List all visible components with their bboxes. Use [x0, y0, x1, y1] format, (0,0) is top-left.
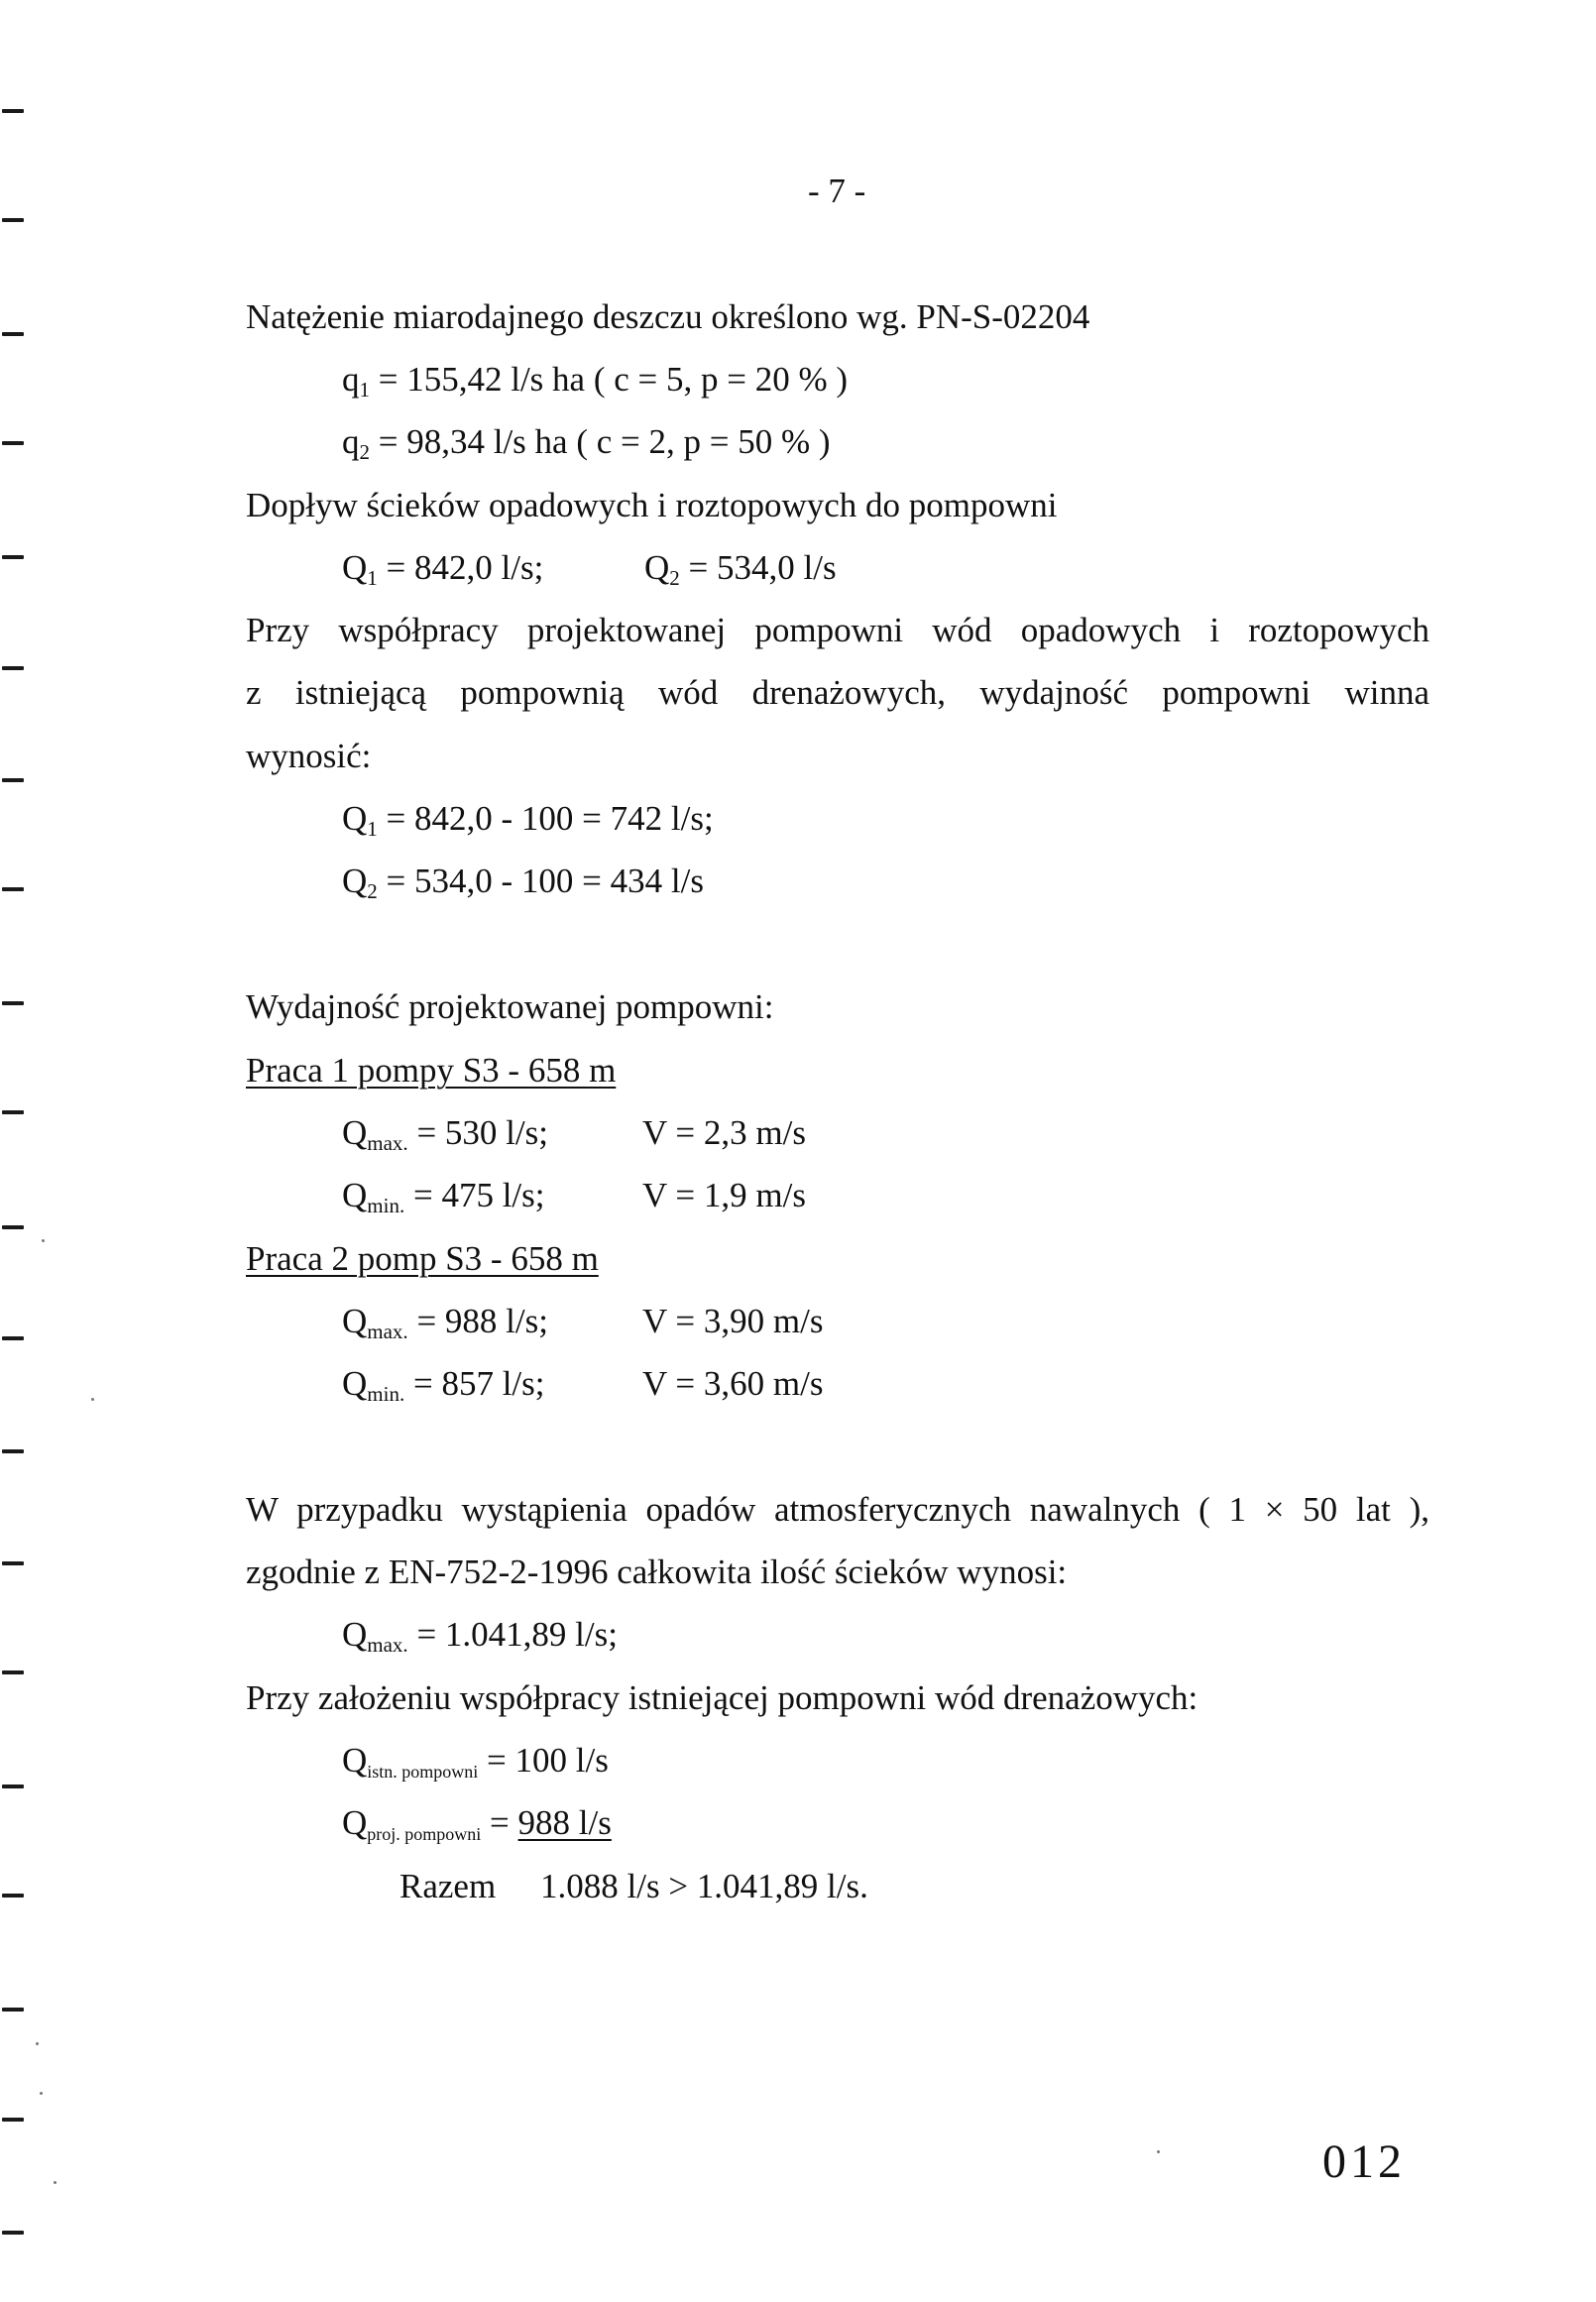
value: = 857 l/s; — [404, 1364, 545, 1403]
pump1-vmin: V = 1,9 m/s — [642, 1176, 806, 1214]
symbol: Q — [342, 1615, 368, 1654]
value: = 842,0 - 100 = 742 l/s; — [377, 799, 714, 838]
total-value: 1.088 l/s > 1.041,89 l/s. — [540, 1867, 868, 1905]
subscript: 1 — [359, 378, 370, 402]
value: = 530 l/s; — [407, 1113, 548, 1152]
value: = 842,0 l/s; — [377, 548, 544, 587]
pump2-vmin: V = 3,60 m/s — [642, 1364, 824, 1403]
formula-calc-q1 — [342, 799, 714, 841]
subscript: max. — [367, 1320, 408, 1343]
subscript: min. — [367, 1382, 405, 1406]
pump1-qmax — [342, 1113, 548, 1155]
symbol: Q — [644, 548, 670, 587]
storm-paragraph-line-2: zgodnie z EN-752-2-1996 całkowita ilość ścieków wynosi: — [246, 1553, 1068, 1591]
symbol: q — [342, 422, 360, 461]
value: = 100 l/s — [478, 1741, 609, 1780]
symbol: Q — [342, 1302, 368, 1340]
subscript: 2 — [359, 440, 370, 464]
subscript: 2 — [367, 879, 378, 903]
cooperation-paragraph-line-1: Przy współpracy projektowanej pompowni wód opadowych i roztopowych — [246, 611, 1429, 649]
value: = 534,0 - 100 = 434 l/s — [377, 862, 704, 900]
pump1-title: Praca 1 pompy S3 - 658 m — [246, 1051, 617, 1090]
symbol: q — [342, 360, 360, 399]
pump1-vmax: V = 2,3 m/s — [642, 1113, 806, 1152]
value: = 534,0 l/s — [679, 548, 837, 587]
subscript: 1 — [367, 817, 378, 841]
pump2-vmax: V = 3,90 m/s — [642, 1302, 824, 1340]
symbol: Q — [342, 1364, 368, 1403]
value: = 155,42 l/s ha ( c = 5, p = 20 % ) — [370, 360, 849, 399]
symbol: Q — [342, 1741, 368, 1780]
capacity-heading: Wydajność projektowanej pompowni: — [246, 987, 774, 1026]
value: = 98,34 l/s ha ( c = 2, p = 50 % ) — [370, 422, 831, 461]
symbol: Q — [342, 799, 368, 838]
formula-inflow-q2 — [644, 548, 837, 590]
assumption-heading: Przy założeniu współpracy istniejącej pompowni wód drenażowych: — [246, 1678, 1198, 1717]
subscript: min. — [367, 1194, 405, 1217]
symbol: Q — [342, 548, 368, 587]
subscript: istn. pompowni — [367, 1762, 479, 1782]
subscript: proj. pompowni — [367, 1824, 482, 1844]
storm-paragraph-line-1: W przypadku wystąpienia opadów atmosferycznych nawalnych ( 1 × 50 lat ), — [246, 1490, 1429, 1529]
value: = 1.041,89 l/s; — [407, 1615, 618, 1654]
symbol: Q — [342, 1803, 368, 1842]
subscript: 1 — [367, 566, 378, 590]
formula-existing-pumping — [342, 1741, 609, 1782]
value: = 988 l/s; — [407, 1302, 548, 1340]
formula-projected-pumping — [342, 1803, 612, 1844]
inflow-heading: Dopływ ścieków opadowych i roztopowych do pompowni — [246, 486, 1058, 524]
symbol: Q — [342, 1176, 368, 1214]
rain-intensity-intro: Natężenie miarodajnego deszczu określono wg. PN-S-02204 — [246, 297, 1090, 336]
cooperation-paragraph-line-3: wynosić: — [246, 737, 372, 775]
formula-q1 — [342, 360, 849, 402]
pump2-title: Praca 2 pomp S3 - 658 m — [246, 1239, 599, 1278]
subscript: max. — [367, 1633, 408, 1657]
formula-q2 — [342, 422, 831, 464]
pump1-qmin — [342, 1176, 545, 1217]
pump2-qmax — [342, 1302, 548, 1343]
subscript: 2 — [669, 566, 680, 590]
page-number: - 7 - — [808, 172, 866, 210]
pump2-qmin — [342, 1364, 545, 1406]
page-stamp: 012 — [1322, 2135, 1406, 2188]
cooperation-paragraph-line-2: z istniejącą pompownią wód drenażowych, wydajność pompowni winna — [246, 673, 1429, 712]
formula-calc-q2 — [342, 862, 704, 903]
value: = 475 l/s; — [404, 1176, 545, 1214]
formula-inflow-q1 — [342, 548, 544, 590]
subscript: max. — [367, 1131, 408, 1155]
equals: = — [481, 1803, 518, 1842]
formula-storm-qmax — [342, 1615, 618, 1657]
value: 988 l/s — [517, 1803, 612, 1842]
symbol: Q — [342, 1113, 368, 1152]
total-label: Razem — [399, 1867, 497, 1905]
symbol: Q — [342, 862, 368, 900]
